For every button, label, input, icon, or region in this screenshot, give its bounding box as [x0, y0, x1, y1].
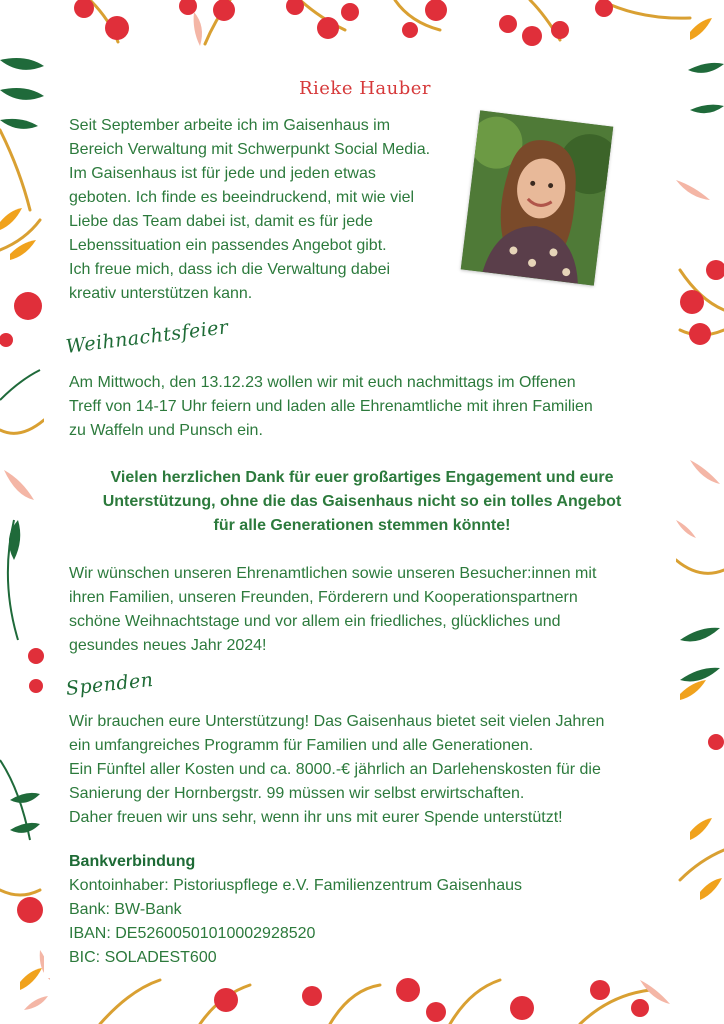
party-line: Treff von 14-17 Uhr feiern und laden alle Ehrenamtliche mit ihren Familien — [69, 398, 593, 415]
bank-name: Bank: BW-Bank — [69, 901, 182, 918]
wishes-line: Wir wünschen unseren Ehrenamtlichen sowie unseren Besucher:innen mit — [69, 565, 597, 582]
donations-text — [69, 710, 659, 830]
thanks-line: für alle Generationen stemmen könnte! — [213, 517, 511, 534]
christmas-party-heading: Weihnachtsfeier — [64, 316, 230, 358]
donation-line: Ein Fünftel aller Kosten und ca. 8000.-€ jährlich an Darlehenskosten für die — [69, 761, 601, 778]
thank-you-message — [60, 466, 664, 538]
bio-line: kreativ unterstützen kann. — [69, 285, 253, 302]
donation-line: ein umfangreiches Programm für Familien und alle Generationen. — [69, 737, 534, 754]
bank-iban: IBAN: DE52600501010002928520 — [69, 925, 316, 942]
bank-bic: BIC: SOLADEST600 — [69, 949, 217, 966]
bio-line: Ich freue mich, dass ich die Verwaltung dabei — [69, 261, 391, 278]
thanks-line: Unterstützung, ohne die das Gaisenhaus nicht so ein tolles Angebot — [102, 493, 622, 510]
bio-line: Im Gaisenhaus ist für jede und jeden etwas — [69, 165, 376, 182]
bank-details — [69, 850, 649, 970]
bank-heading: Bankverbindung — [69, 853, 196, 870]
wishes-line: schöne Weihnachtstage und vor allem ein friedliches, glückliches und — [69, 613, 561, 630]
holiday-wishes — [69, 562, 649, 658]
bio-line: Seit September arbeite ich im Gaisenhaus im — [69, 117, 391, 134]
donation-line: Daher freuen wir uns sehr, wenn ihr uns mit eurer Spende unterstützt! — [69, 809, 563, 826]
bio-line: Bereich Verwaltung mit Schwerpunkt Social Media. — [69, 141, 431, 158]
bio-line: Liebe das Team dabei ist, damit es für jede — [69, 213, 373, 230]
wishes-line: gesundes neues Jahr 2024! — [69, 637, 267, 654]
wishes-line: ihren Familien, unseren Freunden, Förderern und Kooperationspartnern — [69, 589, 578, 606]
christmas-party-text — [69, 371, 649, 443]
party-line: Am Mittwoch, den 13.12.23 wollen wir mit euch nachmittags im Offenen — [69, 374, 576, 391]
thanks-line: Vielen herzlichen Dank für euer großartiges Engagement und eure — [110, 469, 614, 486]
bank-account-holder: Kontoinhaber: Pistoriuspflege e.V. Familienzentrum Gaisenhaus — [69, 877, 522, 894]
donation-line: Wir brauchen eure Unterstützung! Das Gaisenhaus bietet seit vielen Jahren — [69, 713, 605, 730]
bio-line: Lebenssituation ein passendes Angebot gibt. — [69, 237, 387, 254]
portrait-photo — [461, 110, 614, 285]
party-line: zu Waffeln und Punsch ein. — [69, 422, 263, 439]
donations-heading: Spenden — [64, 668, 155, 700]
staff-name: Rieke Hauber — [298, 78, 432, 99]
bio-line: geboten. Ich finde es beeindruckend, mit wie viel — [69, 189, 415, 206]
staff-bio — [69, 114, 464, 306]
donation-line: Sanierung der Hornbergstr. 99 müssen wir selbst erwirtschaften. — [69, 785, 525, 802]
